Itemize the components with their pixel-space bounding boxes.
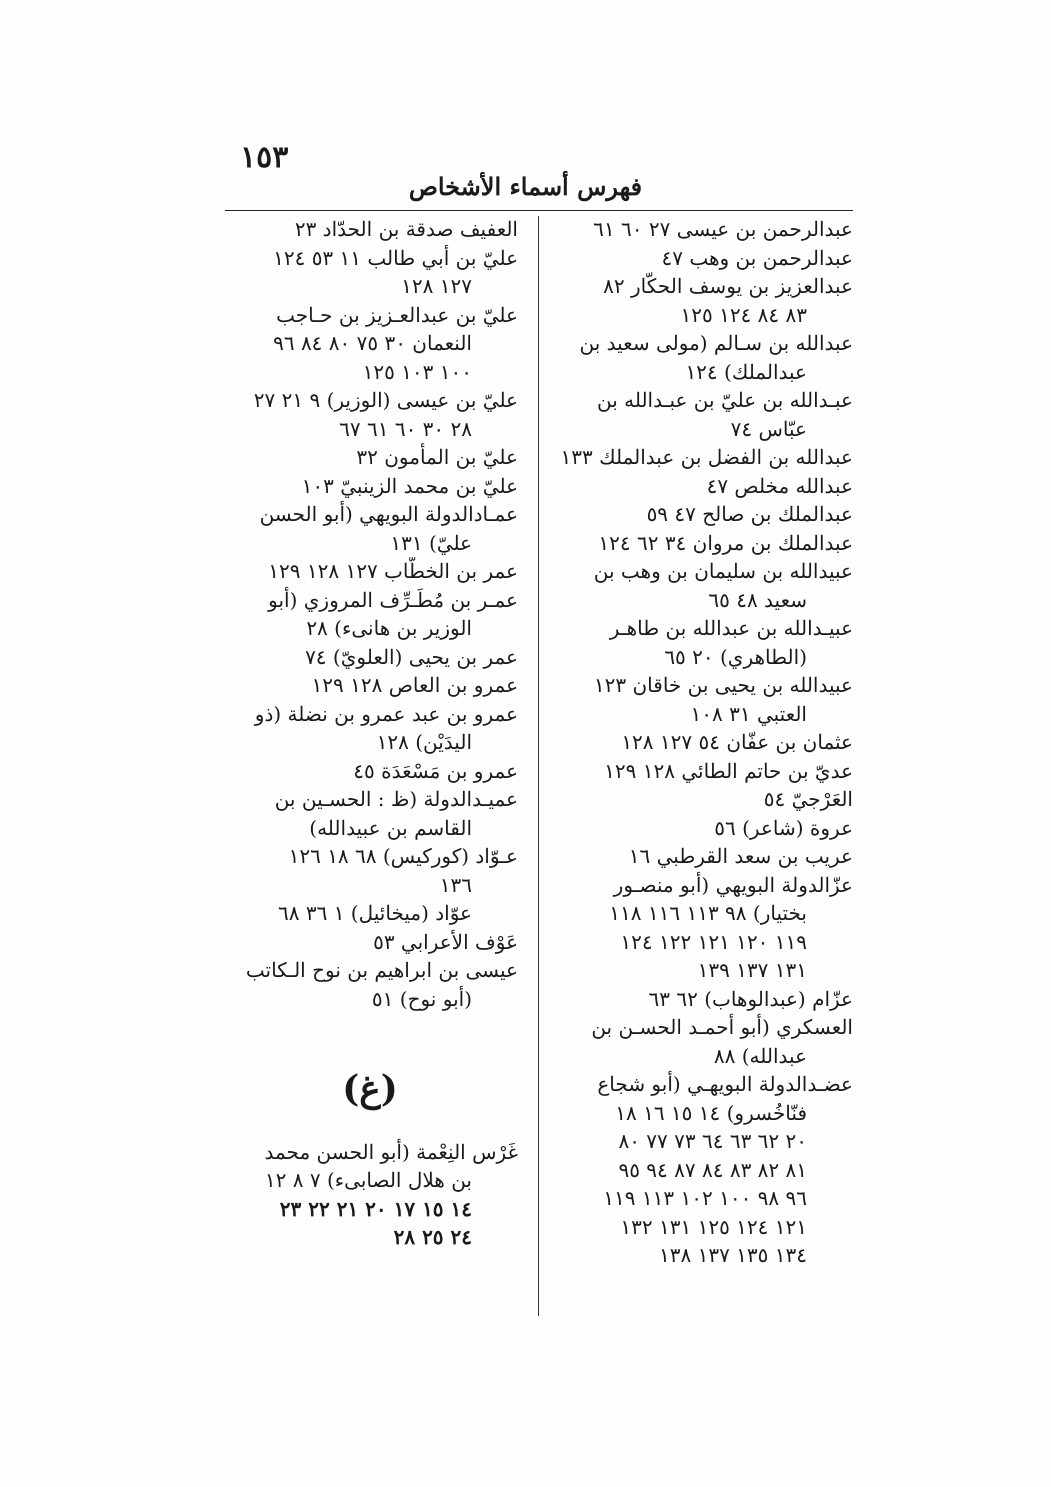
index-entry-line: بختيار) ٩٨ ١١٣ ١١٦ ١١٨ bbox=[609, 901, 807, 925]
index-entry-line: بن هلال الصابىء) ٧ ٨ ١٢ bbox=[264, 1168, 472, 1192]
index-entry-line: ١٤ ١٥ ١٧ ٢٠ ٢١ ٢٢ ٢٣ bbox=[279, 1196, 472, 1221]
index-entry-line: (أبو نوح) ٥١ bbox=[371, 986, 472, 1011]
index-entry-line: عليّ بن أبي طالب ١١ ٥٣ ١٢٤ bbox=[273, 245, 518, 270]
index-entry-line: عميـدالدولة (ظ : الحسـين بن bbox=[274, 787, 518, 811]
index-entry-line: عبدالله بن الفضل بن عبدالملك ١٣٣ bbox=[560, 445, 853, 469]
index-entry-line: عبدالملك بن مروان ٣٤ ٦٢ ١٢٤ bbox=[598, 530, 853, 555]
index-entry-line: عبدالله) ٨٨ bbox=[713, 1043, 807, 1068]
index-entry-line: عوّاد (ميخائيل) ١ ٣٦ ٦٨ bbox=[278, 901, 472, 925]
index-entry-line: عليّ بن عيسى (الوزير) ٩ ٢١ ٢٧ bbox=[253, 388, 518, 412]
index-entry-line: ١٠٠ ١٠٣ ١٢٥ bbox=[362, 359, 472, 384]
index-entry-line: ٢٠ ٦٢ ٦٣ ٦٤ ٧٣ ٧٧ ٨٠ bbox=[618, 1129, 807, 1153]
index-entry-line: فنّاخُسرو) ١٤ ١٥ ١٦ ١٨ bbox=[615, 1100, 807, 1125]
header-rule bbox=[225, 210, 853, 211]
index-entry-line: عريب بن سعد القرطبي ١٦ bbox=[628, 844, 853, 868]
index-entry-line: ١١٩ ١٢٠ ١٢١ ١٢٢ ١٢٤ bbox=[620, 929, 807, 954]
index-entry-line: عبيـدالله بن عبدالله بن طاهـر bbox=[609, 616, 853, 640]
index-entry-line: عزّالدولة البويهي (أبو منصـور bbox=[613, 872, 853, 897]
index-entry-line: العتبي ٣١ ١٠٨ bbox=[690, 701, 807, 726]
index-entry-line: ١٢١ ١٢٤ ١٢٥ ١٣١ ١٣٢ bbox=[620, 1214, 807, 1239]
index-entry-line: الوزير بن هانىء) ٢٨ bbox=[306, 616, 472, 640]
section-heading-ghain: (غ) bbox=[342, 1068, 398, 1110]
index-entry-line: ٨١ ٨٢ ٨٣ ٨٤ ٨٧ ٩٤ ٩٥ bbox=[618, 1157, 807, 1182]
index-entry-line: عيسى بن ابراهيم بن نوح الـكاتب bbox=[245, 958, 518, 982]
index-entry-line: عليّ بن المأمون ٣٢ bbox=[356, 445, 518, 469]
index-entry-line: ١٢٧ ١٢٨ bbox=[401, 274, 472, 298]
index-entry-line: غَرْس النِعْمة (أبو الحسن محمد bbox=[264, 1139, 518, 1164]
index-entry-line: ١٣١ ١٣٧ ١٣٩ bbox=[697, 958, 807, 982]
index-entry-line: عزّام (عبدالوهاب) ٦٢ ٦٣ bbox=[648, 986, 853, 1011]
index-entry-line: عبدالله بن سـالم (مولى سعيد بن bbox=[579, 331, 853, 355]
index-entry-line: عليّ بن محمد الزينبيّ ١٠٣ bbox=[301, 473, 518, 498]
index-entry-line: عمـادالدولة البويهي (أبو الحسن bbox=[259, 502, 518, 526]
index-entry-line: عَوْف الأعرابي ٥٣ bbox=[373, 929, 518, 954]
index-entry-line: ٢٨ ٣٠ ٦٠ ٦١ ٦٧ bbox=[339, 416, 472, 441]
index-entry-line: النعمان ٣٠ ٧٥ ٨٠ ٨٤ ٩٦ bbox=[273, 331, 472, 355]
index-entry-line: عبدالملك) ١٢٤ bbox=[685, 359, 807, 384]
index-entry-line: عبّاس ٧٤ bbox=[730, 416, 807, 441]
index-column-right bbox=[557, 215, 853, 1270]
index-entry-line: عبيدالله بن يحيى بن خاقان ١٢٣ bbox=[593, 673, 853, 697]
index-entry-line: عديّ بن حاتم الطائي ١٢٨ ١٢٩ bbox=[604, 758, 853, 783]
index-entry-line: عبدالرحمن بن عيسى ٢٧ ٦٠ ٦١ bbox=[593, 217, 853, 241]
index-entry-line: عبيدالله بن سليمان بن وهب بن bbox=[593, 559, 853, 583]
index-entry-line: عمر بن يحيى (العلويّ) ٧٤ bbox=[305, 644, 518, 669]
index-entry-line: عمر بن الخطّاب ١٢٧ ١٢٨ ١٢٩ bbox=[268, 559, 518, 583]
index-entry-line: سعيد ٤٨ ٦٥ bbox=[708, 587, 807, 612]
index-entry-line: العفيف صدقة بن الحدّاد ٢٣ bbox=[294, 217, 518, 241]
index-entry-line: عليّ بن عبدالعـزيز بن حـاجب bbox=[276, 302, 518, 327]
index-entry-line: اليدَيْن) ١٢٨ bbox=[376, 730, 472, 754]
index-entry-line: عمرو بن العاص ١٢٨ ١٢٩ bbox=[311, 673, 518, 697]
index-column-left bbox=[222, 215, 518, 1252]
index-entry-line: عبدالرحمن بن وهب ٤٧ bbox=[661, 245, 853, 270]
index-entry-line: ٩٦ ٩٨ ١٠٠ ١٠٢ ١١٣ ١١٩ bbox=[603, 1186, 807, 1210]
index-entry-line: عـوّاد (كوركيس) ٦٨ ١٨ ١٢٦ bbox=[288, 844, 518, 868]
index-entry-line: ٨٣ ٨٤ ١٢٤ ١٢٥ bbox=[680, 302, 807, 327]
index-entry-line: ٢٤ ٢٥ ٢٨ bbox=[393, 1225, 472, 1249]
index-entry-line: ١٣٦ bbox=[439, 872, 472, 897]
index-entry-line: عبـدالله بن عليّ بن عبـدالله بن bbox=[596, 388, 853, 412]
index-entry-line: العسكري (أبو أحمـد الحسـن بن bbox=[591, 1015, 853, 1039]
index-entry-line: عمرو بن مَسْعَدَة ٤٥ bbox=[353, 758, 518, 783]
page-number: ١٥٣ bbox=[240, 140, 289, 175]
page-title: فهرس أسماء الأشخاص bbox=[408, 172, 643, 201]
index-entry-line: العَرْجيّ ٥٤ bbox=[763, 787, 853, 811]
index-entry-line: عثمان بن عفّان ٥٤ ١٢٧ ١٢٨ bbox=[621, 730, 853, 754]
column-divider bbox=[538, 216, 539, 1316]
index-entry-line: عمرو بن عبد عمرو بن نضلة (ذو bbox=[254, 701, 518, 726]
index-entry-line: عمـر بن مُطَـرِّف المروزي (أبو bbox=[268, 587, 518, 612]
index-entry-line: ١٣٤ ١٣٥ ١٣٧ ١٣٨ bbox=[658, 1243, 807, 1267]
index-entry-line: عروة (شاعر) ٥٦ bbox=[714, 815, 853, 840]
index-entry-line: عليّ) ١٣١ bbox=[390, 530, 472, 555]
index-entry-line: عبدالعزيز بن يوسف الحكّار ٨٢ bbox=[603, 274, 853, 298]
index-entry-line: عضـدالدولة البويهـي (أبو شجاع bbox=[597, 1072, 853, 1096]
index-entry-line: القاسم بن عبيدالله) bbox=[309, 815, 472, 840]
index-entry-line: عبدالملك بن صالح ٤٧ ٥٩ bbox=[646, 502, 853, 526]
index-entry-line: عبدالله مخلص ٤٧ bbox=[706, 473, 853, 498]
index-entry-line: (الطاهري) ٢٠ ٦٥ bbox=[664, 644, 807, 669]
